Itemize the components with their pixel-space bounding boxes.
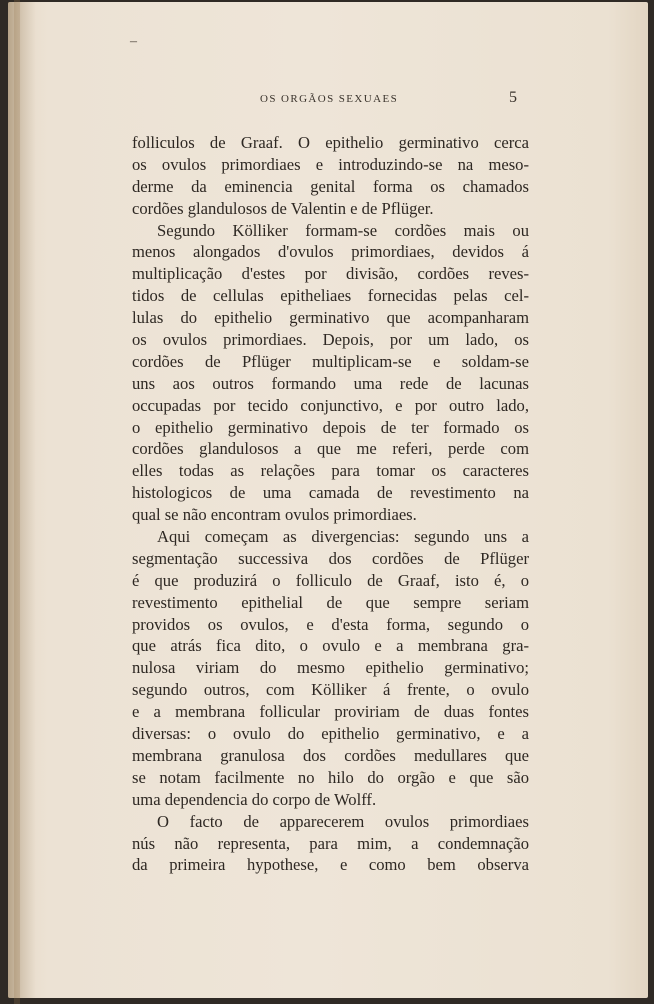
text-line: lulas do epithelio germinativo que acompanharam (132, 308, 529, 328)
text-line: cordões glandulosos de Valentin e de Pflüger. (132, 198, 434, 218)
text-line: Aqui começam as divergencias: segundo uns a (157, 527, 529, 547)
text-line: multiplicação d'estes por divisão, cordões reves- (132, 264, 529, 284)
text-line: membrana granulosa dos cordões medullares que (132, 745, 529, 765)
text-line: elles todas as relações para tomar os caracteres (132, 461, 529, 481)
text-line: os ovulos primordiaes. Depois, por um lado, os (132, 330, 529, 350)
text-line: tidos de cellulas epitheliaes fornecidas pelas cel- (132, 286, 529, 306)
paragraph (132, 132, 529, 220)
text-line: histologicos de uma camada de revestimento na (132, 483, 529, 503)
running-header (130, 89, 530, 113)
text-line: cordões glandulosos a que me referi, perde com (132, 439, 529, 459)
text-line: qual se não encontram ovulos primordiaes. (132, 505, 417, 525)
text-line: é que produzirá o folliculo de Graaf, isto é, o (132, 570, 529, 590)
text-line: que atrás fica dito, o ovulo e a membrana gra- (132, 636, 529, 656)
text-line: O facto de apparecerem ovulos primordiaes (157, 811, 529, 831)
paragraph (132, 811, 529, 877)
text-line: diversas: o ovulo do epithelio germinativo, e a (132, 724, 529, 744)
text-line: nús não representa, para mim, a condemnação (132, 833, 529, 853)
text-line: segmentação successiva dos cordões de Pflüger (132, 548, 529, 568)
running-title: OS ORGÃOS SEXUAES (260, 93, 399, 105)
text-line: derme da eminencia genital forma os chamados (132, 176, 529, 196)
text-line: os ovulos primordiaes e introduzindo-se na meso- (132, 154, 529, 174)
text-line: providos os ovulos, e d'esta forma, segundo o (132, 614, 529, 634)
body-text (132, 132, 529, 876)
text-line: e a membrana follicular proviriam de duas fontes (132, 702, 529, 722)
text-line: cordões de Pflüger multiplicam-se e soldam-se (132, 351, 529, 371)
page-number: 5 (509, 89, 517, 106)
paragraph (132, 526, 529, 811)
text-line: se notam facilmente no hilo do orgão e que são (132, 767, 529, 787)
text-line: nulosa viriam do mesmo epithelio germinativo; (132, 658, 529, 678)
text-line: segundo outros, com Kölliker á frente, o ovulo (132, 680, 529, 700)
text-line: uns aos outros formando uma rede de lacunas (132, 373, 529, 393)
text-line: menos alongados d'ovulos primordiaes, devidos á (132, 242, 529, 262)
page-gutter-shadow (8, 2, 36, 998)
text-line: uma dependencia do corpo de Wolff. (132, 789, 377, 809)
text-line: Segundo Kölliker formam-se cordões mais ou (157, 220, 529, 240)
stray-mark: ‒ (130, 34, 137, 49)
text-line: folliculos de Graaf. O epithelio germinativo cerca (132, 133, 529, 152)
text-line: da primeira hypothese, e como bem observa (132, 855, 529, 875)
paragraph (132, 220, 529, 526)
text-line: revestimento epithelial de que sempre seriam (132, 592, 529, 612)
text-line: o epithelio germinativo depois de ter formado os (132, 417, 529, 437)
text-line: occupadas por tecido conjunctivo, e por outro lado, (132, 395, 529, 415)
binding-edge (14, 0, 20, 1004)
